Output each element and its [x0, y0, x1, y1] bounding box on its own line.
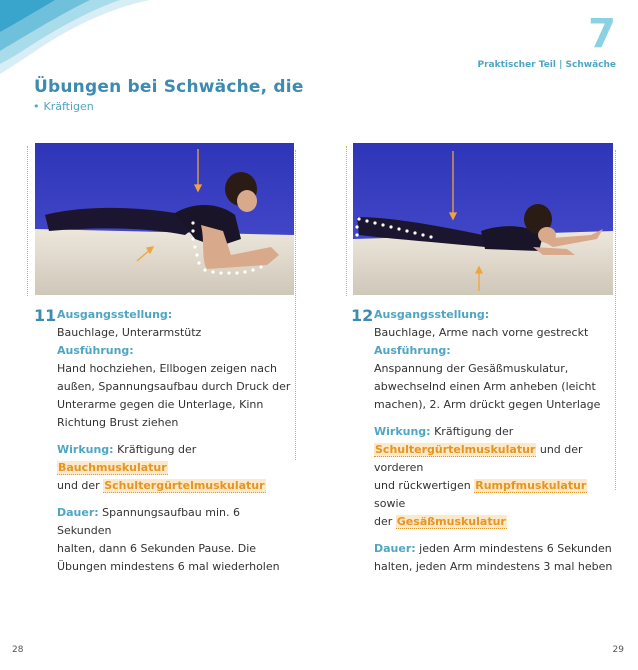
- wirkung-label: Wirkung:: [374, 425, 431, 438]
- dauer-line: jeden Arm mindestens 6 Sekunden: [419, 542, 612, 555]
- wirkung-text: Kräftigung der: [117, 443, 197, 456]
- exercise-11-photo: [35, 143, 294, 295]
- subtitle-text: Kräftigen: [43, 100, 94, 113]
- ausfuehrung-line: Hand hochziehen, Ellbogen zeigen nach: [57, 362, 278, 375]
- exercise-12-text: [374, 306, 614, 576]
- dauer-line: halten, jeden Arm mindestens 3 mal heben: [374, 560, 613, 573]
- exercise-12-photo: [353, 143, 613, 295]
- ausfuehrung-line: Unterarme gegen die Unterlage, Kinn: [57, 398, 264, 411]
- wirkung-label: Wirkung:: [57, 443, 114, 456]
- exercise-number: 11: [34, 306, 57, 325]
- bullet-icon: •: [33, 100, 40, 113]
- page-title-text: Übungen bei Schwäche, die: [34, 77, 304, 97]
- page-number-right: 29: [612, 645, 624, 655]
- muscle-highlight: Gesäßmuskulatur: [396, 515, 506, 528]
- exercise-11-text: [57, 306, 292, 576]
- ausfuehrung-label: Ausführung:: [57, 344, 134, 357]
- dauer-line: Übungen mindestens 6 mal wiederholen: [57, 560, 280, 573]
- ausfuehrung-line: machen), 2. Arm drückt gegen Unterlage: [374, 398, 601, 411]
- muscle-highlight: Rumpfmuskulatur: [475, 479, 587, 492]
- ausgangsstellung-label: Ausgangsstellung:: [57, 308, 173, 321]
- dauer-label: Dauer:: [374, 542, 416, 555]
- wirkung-text: sowie: [374, 497, 406, 510]
- ausgangsstellung-label: Ausgangsstellung:: [374, 308, 490, 321]
- wirkung-text: und rückwertigen: [374, 479, 471, 492]
- muscle-highlight: Bauchmuskulatur: [58, 461, 167, 474]
- ausgangsstellung-text: Bauchlage, Unterarmstütz: [57, 326, 202, 339]
- dauer-line: halten, dann 6 Sekunden Pause. Die: [57, 542, 257, 555]
- wirkung-text: und der: [57, 479, 100, 492]
- muscle-highlight: Schultergürtelmuskulatur: [104, 479, 265, 492]
- ausfuehrung-line: abwechselnd einen Arm anheben (leicht: [374, 380, 596, 393]
- header-wave-decoration: [0, 0, 150, 80]
- dauer-line: Spannungsaufbau min. 6 Sekunden: [57, 506, 240, 537]
- dauer-label: Dauer:: [57, 506, 99, 519]
- exercise-number: 12: [351, 306, 374, 325]
- wirkung-text: und der vorderen: [374, 443, 583, 474]
- ausfuehrung-label: Ausführung:: [374, 344, 451, 357]
- muscle-highlight: Schultergürtelmuskulatur: [375, 443, 536, 456]
- page-subtitle: [33, 100, 94, 113]
- ausgangsstellung-text: Bauchlage, Arme nach vorne gestreckt: [374, 326, 589, 339]
- ausfuehrung-line: Anspannung der Gesäßmuskulatur,: [374, 362, 569, 375]
- chapter-label: Praktischer Teil | Schwäche: [477, 60, 616, 70]
- ausfuehrung-line: Richtung Brust ziehen: [57, 416, 179, 429]
- ausfuehrung-line: außen, Spannungsaufbau durch Druck der: [57, 380, 291, 393]
- page-title: [34, 77, 304, 97]
- wirkung-text: der: [374, 515, 393, 528]
- page-number-left: 28: [12, 645, 24, 655]
- wirkung-text: Kräftigung der: [434, 425, 514, 438]
- chapter-number: 7: [588, 11, 616, 57]
